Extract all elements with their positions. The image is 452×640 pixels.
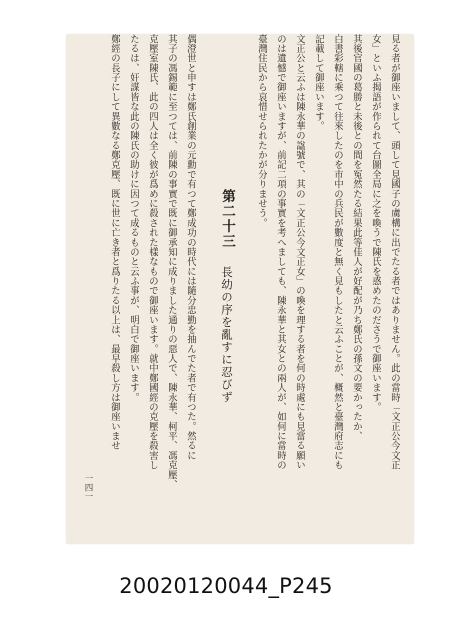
page-number: 一四一 <box>83 474 93 501</box>
text-column: たるは、奸謀皆な此の陳氏の助けに因つて成るものと云ふ事が、明白で御座います。 <box>128 34 139 403</box>
chapter-title: 長幼の序を亂すに忍びず <box>220 266 234 404</box>
text-column: 其後官國の葛勝と未後との間を冤然たる結果此等佳人が好配が乃ち鄭氏の孫文の要かったか、 <box>351 34 362 441</box>
text-column: 臺灣住民から哀惜せられたかが分りませう。 <box>256 34 267 228</box>
text-column: 鄭經の長子にして異數なる鄭克壓、既に世に亡き者と爲りたる以上は、最早殺し方は御座いませ <box>109 34 120 451</box>
text-column: 偶澄世と申すは鄭氏創業の元勳で有つて鄭成功の時代には隨分忠勤を抽んでた者で有つた。然るに <box>185 34 196 461</box>
chapter-number: 第二十三 <box>219 189 235 249</box>
text-column: 克壓室陳氏、此の四人は全く彼が爲めに殺された樣なもので御座います。就中鄭國經の克壓を殺害し <box>147 34 158 471</box>
text-column: 其子の馮錫範に至つては、前陳の事實で既に御承知に成りました通りの惡人で、陳永華、柯平、馮克壓、 <box>166 34 177 490</box>
text-column: 女」といふ揭語が作られて台圖全局に之を喚うで陳氏を惑めたのださうで御座います。 <box>370 34 381 412</box>
book-page <box>66 34 414 544</box>
text-column: 白書彩轄に乘つて往來したのを市中の兵民が數度と無く見もしたと云ふことが、概然と臺灣府志にも <box>332 34 343 471</box>
text-column: 見る者が御座いまして、頭して見國子の虜構に出でたる者ではありません。此の當時「文正公今文正 <box>389 34 400 471</box>
text-column: 記載して御座います。 <box>313 34 324 131</box>
image-caption: 20020120044_P245 <box>119 574 333 598</box>
text-column: 文正公と云ふは陳永華の諡號で、其の「文正公今文正女」の喚を理する者を何の時處にも見當る願い <box>294 34 305 471</box>
text-column: のは遺憾で御座いますが、前記二項の事實を考へましても、陳永華と其女との兩人が、如何に當時の <box>275 34 286 471</box>
